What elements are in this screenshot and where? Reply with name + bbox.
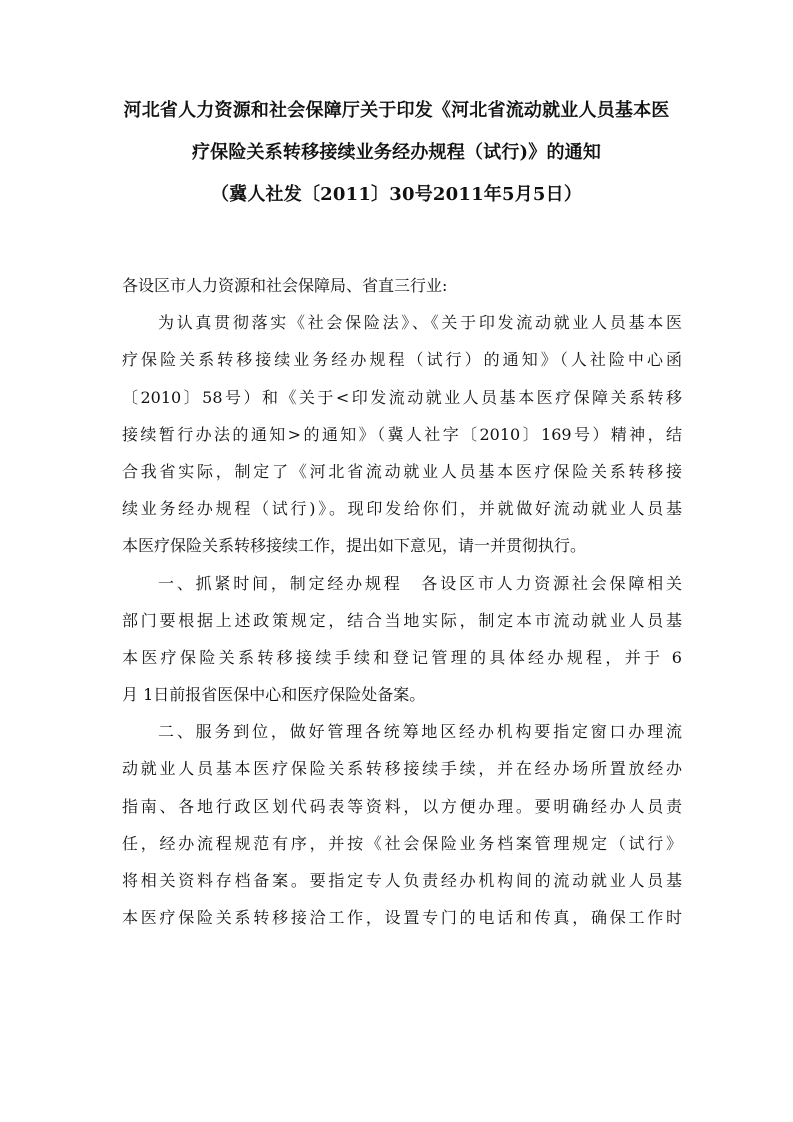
body-line: 为认真贯彻落实《社会保险法》、《关于印发流动就业人员基本医: [158, 313, 682, 333]
body-line: 将相关资料存档备案。要指定专人负责经办机构间的流动就业人员基: [122, 871, 682, 890]
body-line: 接续暂行办法的通知>的通知》（冀人社字〔2010〕169号）精神，结: [122, 424, 682, 444]
body-line: 本医疗保险关系转移接续工作，提出如下意见，请一并贯彻执行。: [122, 536, 587, 556]
body-line: 部门要根据上述政策规定，结合当地实际，制定本市流动就业人员基: [122, 610, 682, 630]
body-line: 续业务经办规程（试行)》。现印发给你们，并就做好流动就业人员基: [122, 499, 682, 519]
salutation: 各设区市人力资源和社会保障局、省直三行业:: [122, 276, 448, 295]
body-line: 合我省实际，制定了《河北省流动就业人员基本医疗保险关系转移接: [122, 461, 682, 481]
section-heading-line: 一、抓紧时间，制定经办规程 各设区市人力资源社会保障相关: [158, 573, 682, 593]
document-title-line-1: 河北省人力资源和社会保障厅关于印发《河北省流动就业人员基本医: [123, 100, 670, 121]
body-line: 疗保险关系转移接续业务经办规程（试行）的通知》（人社险中心函: [122, 350, 682, 370]
body-line: 〔2010〕58号）和《关于<印发流动就业人员基本医疗保障关系转移: [122, 387, 682, 407]
body-line: 动就业人员基本医疗保险关系转移接续手续，并在经办场所置放经办: [122, 759, 682, 779]
body-line: 本医疗保险关系转移接洽工作，设置专门的电话和传真，确保工作时: [122, 908, 682, 928]
body-line: 指南、各地行政区划代码表等资料，以方便办理。要明确经办人员责: [122, 796, 682, 816]
document-body: [122, 267, 682, 936]
section-heading-line: 二、服务到位，做好管理各统筹地区经办机构要指定窗口办理流: [158, 722, 682, 742]
document-title-line-2: 疗保险关系转移接续业务经办规程（试行)》的通知: [191, 142, 602, 163]
document-number: （冀人社发〔2011〕30号2011年5月5日）: [210, 184, 583, 205]
body-line: 本医疗保险关系转移接续手续和登记管理的具体经办规程，并于 6: [122, 647, 682, 667]
body-line: 任，经办流程规范有序，并按《社会保险业务档案管理规定（试行》: [122, 833, 682, 853]
body-line: 月 1日前报省医保中心和医疗保险处备案。: [122, 685, 426, 705]
